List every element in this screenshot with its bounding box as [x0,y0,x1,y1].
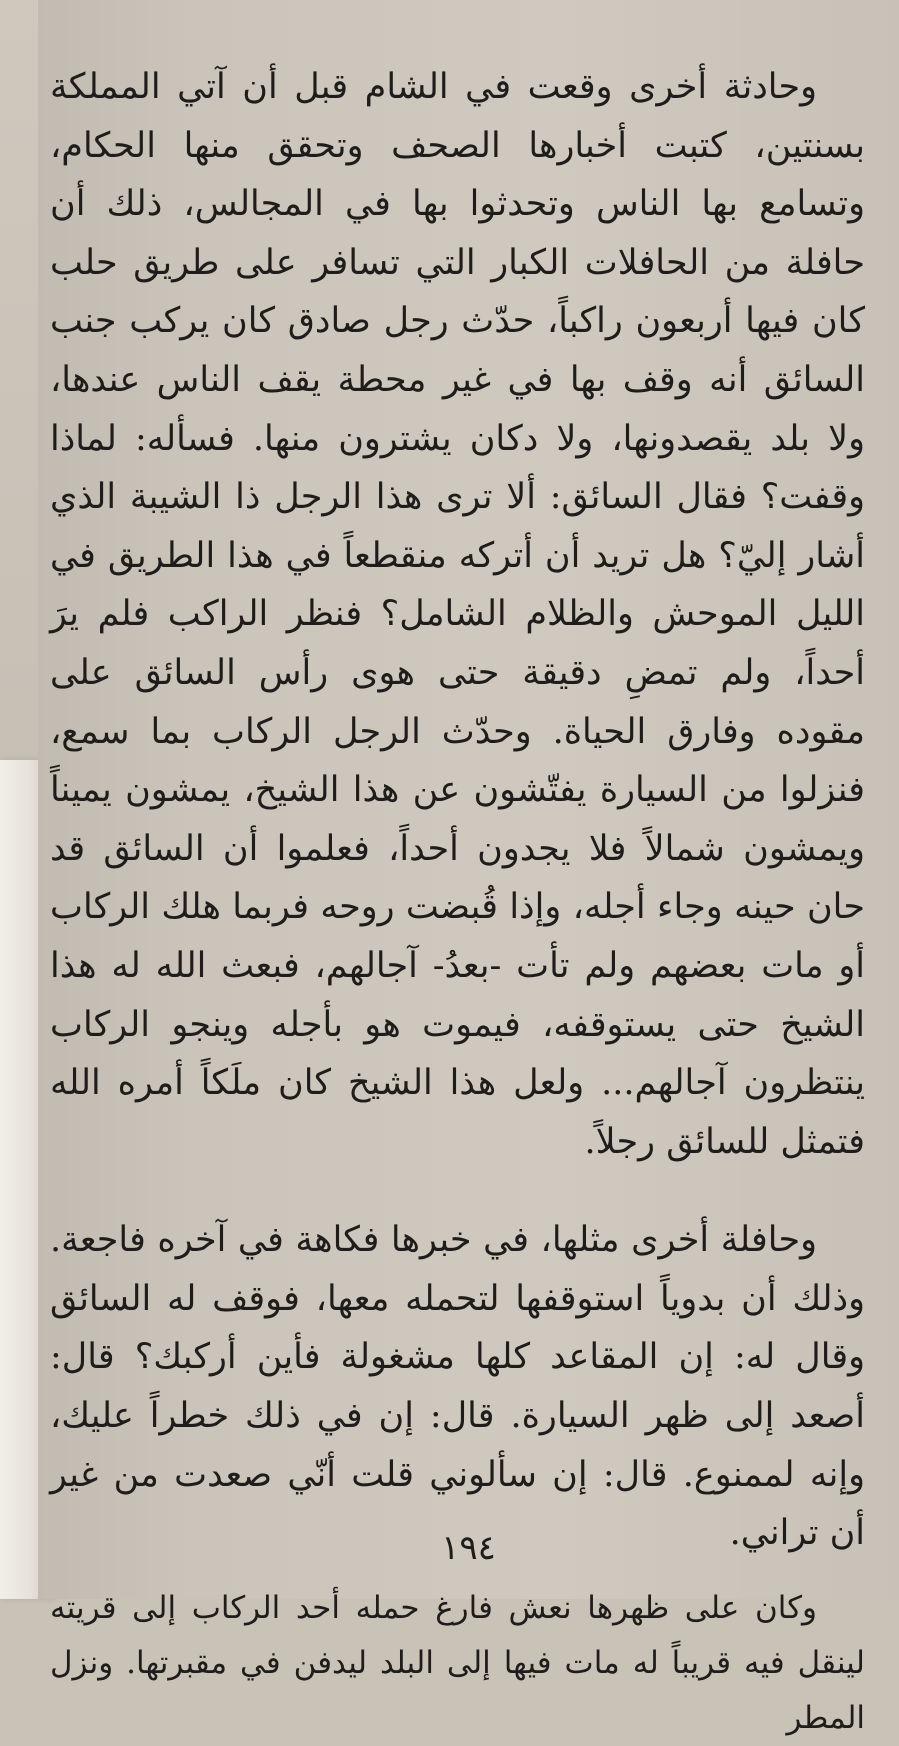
paragraph-1: وحادثة أخرى وقعت في الشام قبل أن آتي المملكة بسنتين، كتبت أخبارها الصحف وتحقق منها الحكام، وتسامع بها الناس وتحدثوا بها في المجالس، ذلك أن حافلة من الحافلات الكبار التي تسافر على طريق حلب كان فيها أربعون راكباً، حدّث رجل صادق كان يركب جنب السائق أنه وقف بها في غير محطة يقف الناس عندها، ولا بلد يقصدونها، ولا دكان يشترون منها. فسأله: لماذا وقفت؟ فقال السائق: ألا ترى هذا الرجل ذا الشيبة الذي أشار إليّ؟ هل تريد أن أتركه منقطعاً في هذا الطريق في الليل الموحش والظلام الشامل؟ فنظر الراكب فلم يرَ أحداً، ولم تمضِ دقيقة حتى هوى رأس السائق على مقوده وفارق الحياة. وحدّث الرجل الركاب بما سمع، فنزلوا من السيارة يفتّشون عن هذا الشيخ، يمشون يميناً ويمشون شمالاً فلا يجدون أحداً، فعلموا أن السائق قد حان حينه وجاء أجله، وإذا قُبضت روحه فربما هلك الركاب أو مات بعضهم ولم تأت -بعدُ- آجالهم، فبعث الله له هذا الشيخ حتى يستوقفه، فيموت هو بأجله وينجو الركاب ينتظرون آجالهم... ولعل هذا الشيخ كان ملَكاً أمره الله فتمثل للسائق رجلاً. [50,67,865,1162]
paragraph-3: وكان على ظهرها نعش فارغ حمله أحد الركاب إلى قريته لينقل فيه قريباً له مات فيها إلى البلد ليدفن في مقبرتها. ونزل المطر [50,1589,865,1736]
paragraph-2: وحافلة أخرى مثلها، في خبرها فكاهة في آخره فاجعة. وذلك أن بدوياً استوقفها لتحمله معها، فوقف له السائق وقال له: إن المقاعد كلها مشغولة فأين أركبك؟ قال: أصعد إلى ظهر السيارة. قال: إن في ذلك خطراً عليك، وإنه لممنوع. قال: إن سألوني قلت أنّي صعدت من غير أن تراني. [50,1220,865,1554]
book-page [38,0,899,1736]
page-text [50,58,865,1746]
page-number: ١٩٤ [441,1528,496,1568]
